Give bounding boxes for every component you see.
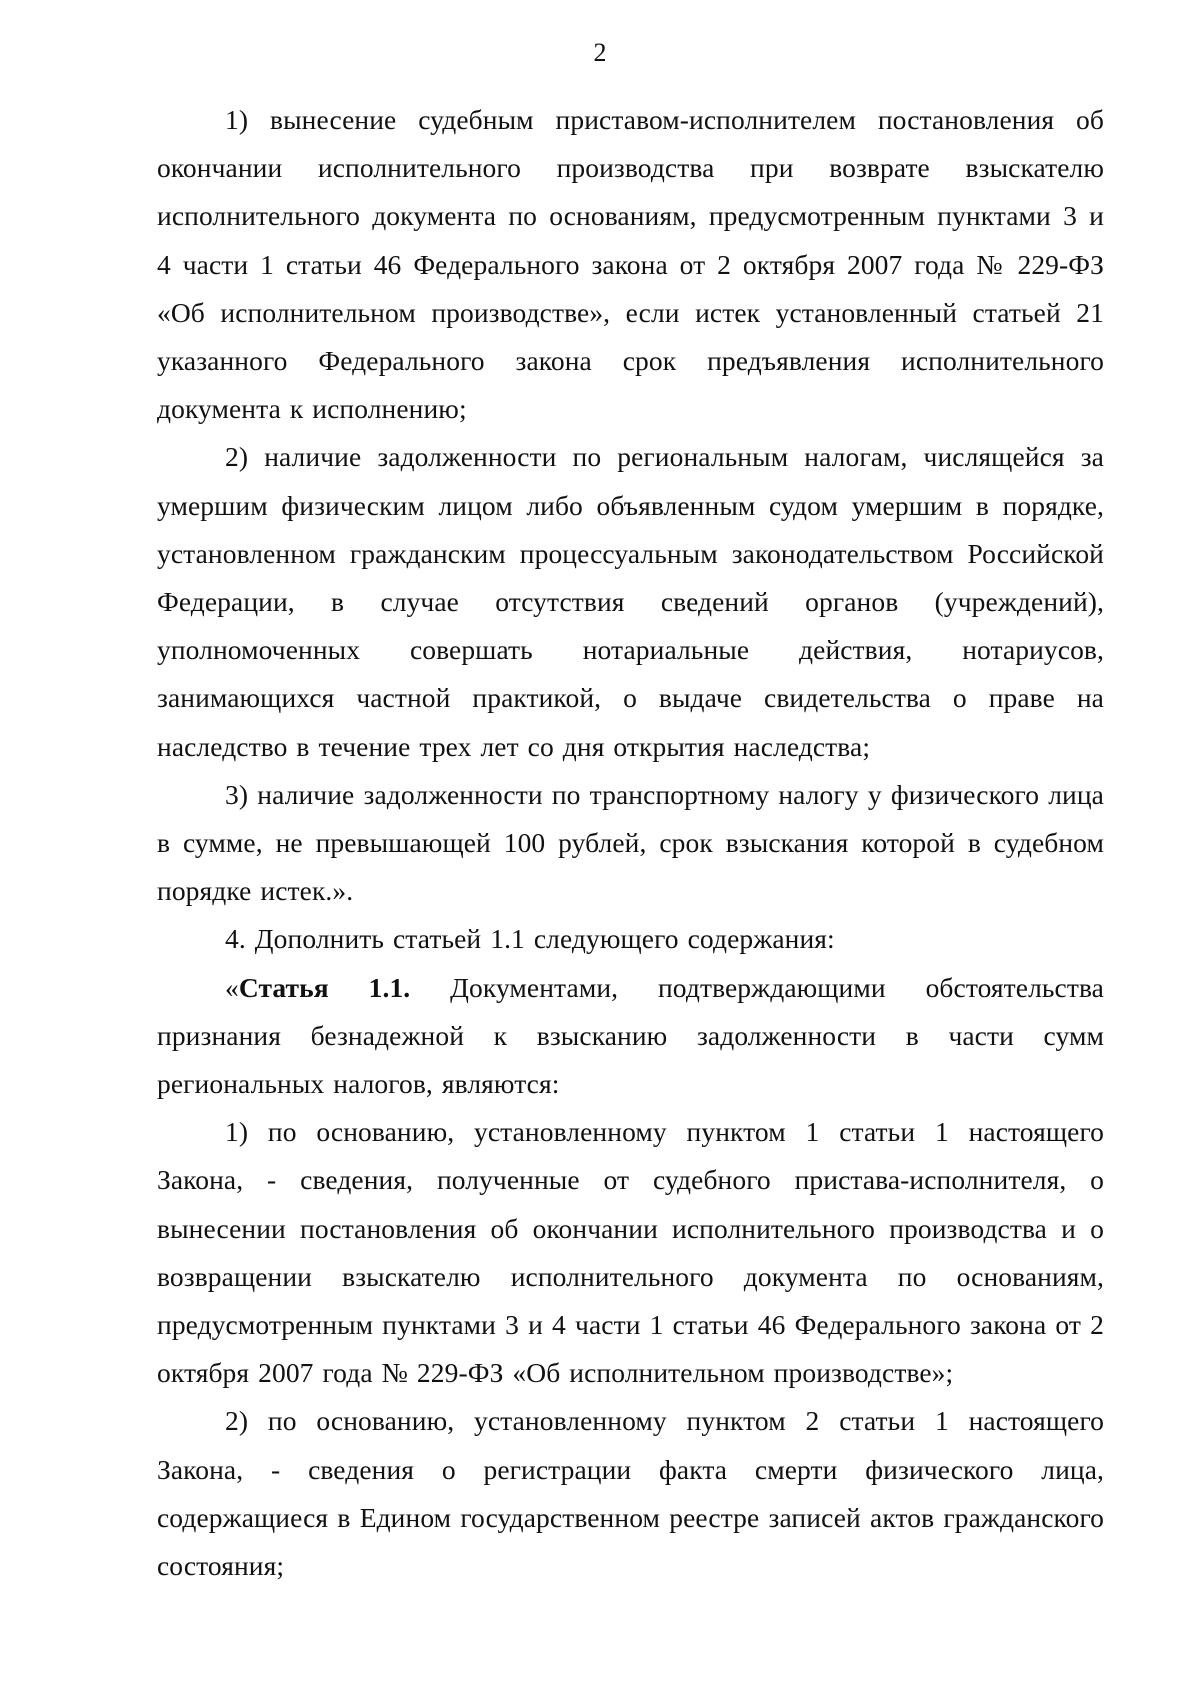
paragraph-document-2 [157, 1397, 1104, 1590]
article-heading: Статья 1.1. [238, 971, 411, 1003]
paragraph-item-3 [157, 771, 1104, 916]
paragraph-text: Документами, подтверждающими обстоятельства признания безнадежной к взысканию задолженности в части сумм региональных налогов, являются: [157, 971, 1104, 1100]
paragraph-text: 1) вынесение судебным приставом-исполнителем постановления об окончании исполнительного производства при возврате взыскателю исполнительного документа по основаниям, предусмотренным пунктами 3 и 4 части 1 статьи 46 Федерального закона от 2 октября 2007 года № 229-ФЗ «Об исполнительном производстве», если истек установленный статьей 21 указанного Федерального закона срок предъявления исполнительного документа к исполнению; [157, 104, 1104, 425]
paragraph-text: 2) по основанию, установленному пунктом 2 статьи 1 настоящего Закона, - сведения о регистрации факта смерти физического лица, содержащиеся в Едином государственном реестре записей актов гражданского состояния; [157, 1405, 1104, 1582]
opening-quote: « [225, 971, 239, 1003]
paragraph-item-2 [157, 433, 1104, 770]
document-body [157, 96, 1104, 1590]
paragraph-text: 4. Дополнить статьей 1.1 следующего содержания: [225, 923, 835, 955]
paragraph-article-1-1 [157, 964, 1104, 1109]
page-number: 2 [593, 38, 607, 67]
paragraph-text: 1) по основанию, установленному пунктом 1 статьи 1 настоящего Закона, - сведения, полученные от судебного пристава-исполнителя, о вынесении постановления об окончании исполнительного производства и о возвращении взыскателю исполнительного документа по основаниям, предусмотренным пунктами 3 и 4 части 1 статьи 46 Федерального закона от 2 октября 2007 года № 229-ФЗ «Об исполнительном производстве»; [157, 1116, 1104, 1389]
paragraph-item-1 [157, 96, 1104, 433]
paragraph-text: 2) наличие задолженности по региональным налогам, числящейся за умершим физическим лицом либо объявленным судом умершим в порядке, установленном гражданским процессуальным законодательством Российской Федерации, в случае отсутствия сведений органов (учреждений), уполномоченных совершать нотариальные действия, нотариусов, занимающихся частной практикой, о выдаче свидетельства о праве на наследство в течение трех лет со дня открытия наследства; [157, 441, 1104, 762]
paragraph-document-1 [157, 1108, 1104, 1397]
paragraph-text: 3) наличие задолженности по транспортному налогу у физического лица в сумме, не превышающей 100 рублей, срок взыскания которой в судебном порядке истек.». [157, 778, 1104, 907]
paragraph-amendment-4 [157, 915, 1104, 963]
